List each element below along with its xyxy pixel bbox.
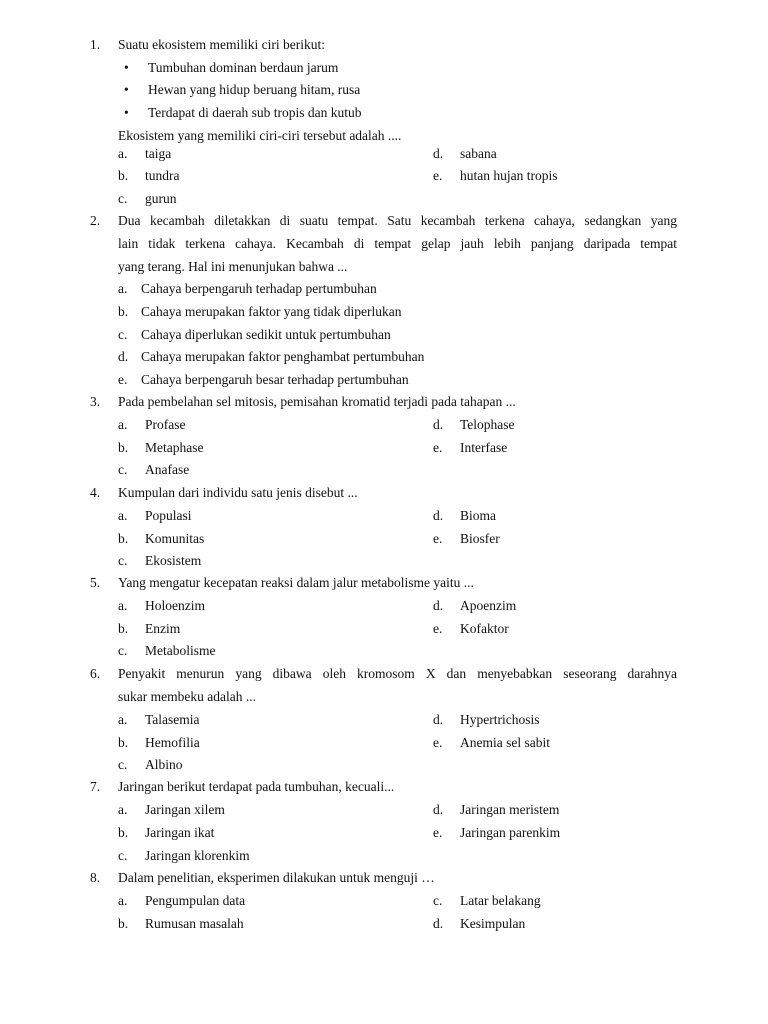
option-letter: e. bbox=[433, 168, 443, 183]
option-letter: b. bbox=[118, 440, 129, 455]
option-letter: c. bbox=[118, 553, 128, 568]
option-text: Cahaya merupakan faktor penghambat pertumbuhan bbox=[141, 349, 425, 364]
option-text: gurun bbox=[145, 191, 177, 206]
option-letter: d. bbox=[433, 508, 444, 523]
option-letter: a. bbox=[118, 281, 128, 296]
question-stem: Jaringan berikut terdapat pada tumbuhan, kecuali... bbox=[118, 779, 395, 794]
bullet-item: Tumbuhan dominan berdaun jarum bbox=[148, 60, 339, 75]
option-text: Jaringan xilem bbox=[145, 802, 225, 817]
option-letter: e. bbox=[433, 825, 443, 840]
bullet-item: Hewan yang hidup beruang hitam, rusa bbox=[148, 82, 361, 97]
option-text: Enzim bbox=[145, 621, 181, 636]
option-text: Latar belakang bbox=[460, 893, 541, 908]
question-stem: sukar membeku adalah ... bbox=[118, 689, 256, 704]
option-letter: b. bbox=[118, 916, 129, 931]
option-text: Hemofilia bbox=[145, 735, 200, 750]
question-stem: Penyakit menurun yang dibawa oleh kromosom X dan menyebabkan seseorang darahnya bbox=[118, 666, 677, 681]
question-stem: Yang mengatur kecepatan reaksi dalam jalur metabolisme yaitu ... bbox=[118, 575, 474, 590]
question-stem: Dalam penelitian, eksperimen dilakukan untuk menguji … bbox=[118, 870, 435, 885]
option-text: Populasi bbox=[145, 508, 192, 523]
option-text: Profase bbox=[145, 417, 186, 432]
option-text: Kesimpulan bbox=[460, 916, 526, 931]
bullet-icon: • bbox=[124, 105, 129, 120]
bullet-icon: • bbox=[124, 82, 129, 97]
option-letter: e. bbox=[433, 621, 443, 636]
option-letter: a. bbox=[118, 417, 128, 432]
option-letter: e. bbox=[433, 735, 443, 750]
option-letter: c. bbox=[118, 462, 128, 477]
option-text: Jaringan ikat bbox=[145, 825, 215, 840]
option-letter: a. bbox=[118, 508, 128, 523]
option-letter: b. bbox=[118, 621, 129, 636]
option-text: Biosfer bbox=[460, 531, 500, 546]
question-stem: Kumpulan dari individu satu jenis disebut ... bbox=[118, 485, 358, 500]
option-text: Jaringan parenkim bbox=[460, 825, 561, 840]
question-stem: Pada pembelahan sel mitosis, pemisahan kromatid terjadi pada tahapan ... bbox=[118, 394, 516, 409]
option-text: Holoenzim bbox=[145, 598, 205, 613]
option-letter: d. bbox=[433, 417, 444, 432]
option-text: Jaringan meristem bbox=[460, 802, 560, 817]
option-letter: c. bbox=[118, 327, 128, 342]
option-text: Telophase bbox=[460, 417, 515, 432]
question-number: 1. bbox=[90, 37, 101, 52]
option-text: Kofaktor bbox=[460, 621, 509, 636]
question-stem: Suatu ekosistem memiliki ciri berikut: bbox=[118, 37, 325, 52]
option-letter: c. bbox=[118, 757, 128, 772]
option-text: Cahaya berpengaruh terhadap pertumbuhan bbox=[141, 281, 377, 296]
bullet-item: Terdapat di daerah sub tropis dan kutub bbox=[148, 105, 362, 120]
option-letter: d. bbox=[433, 802, 444, 817]
question-number: 6. bbox=[90, 666, 101, 681]
option-text: Talasemia bbox=[145, 712, 200, 727]
option-text: sabana bbox=[460, 146, 497, 161]
option-text: Hypertrichosis bbox=[460, 712, 540, 727]
option-letter: a. bbox=[118, 712, 128, 727]
option-letter: c. bbox=[118, 643, 128, 658]
question-stem-continued: Ekosistem yang memiliki ciri-ciri tersebut adalah .... bbox=[118, 128, 402, 143]
option-text: Cahaya diperlukan sedikit untuk pertumbuhan bbox=[141, 327, 391, 342]
question-stem: lain tidak terkena cahaya. Kecambah di tempat gelap jauh lebih panjang daripada tempat bbox=[118, 236, 677, 251]
option-text: Pengumpulan data bbox=[145, 893, 246, 908]
option-letter: d. bbox=[433, 146, 444, 161]
option-letter: d. bbox=[118, 349, 129, 364]
question-stem: Dua kecambah diletakkan di suatu tempat. Satu kecambah terkena cahaya, sedangkan yang bbox=[118, 213, 677, 228]
bullet-icon: • bbox=[124, 60, 129, 75]
option-text: Anemia sel sabit bbox=[460, 735, 550, 750]
question-number: 2. bbox=[90, 213, 101, 228]
option-letter: a. bbox=[118, 802, 128, 817]
question-number: 8. bbox=[90, 870, 101, 885]
question-number: 5. bbox=[90, 575, 101, 590]
option-text: Albino bbox=[145, 757, 183, 772]
option-text: Interfase bbox=[460, 440, 508, 455]
option-text: tundra bbox=[145, 168, 180, 183]
option-letter: a. bbox=[118, 893, 128, 908]
option-letter: a. bbox=[118, 146, 128, 161]
option-letter: c. bbox=[118, 848, 128, 863]
option-letter: e. bbox=[433, 440, 443, 455]
question-number: 4. bbox=[90, 485, 101, 500]
option-text: Cahaya merupakan faktor yang tidak diperlukan bbox=[141, 304, 402, 319]
option-text: Rumusan masalah bbox=[145, 916, 244, 931]
option-text: hutan hujan tropis bbox=[460, 168, 558, 183]
option-letter: d. bbox=[433, 598, 444, 613]
option-text: Metabolisme bbox=[145, 643, 216, 658]
option-letter: b. bbox=[118, 735, 129, 750]
option-letter: d. bbox=[433, 712, 444, 727]
option-letter: b. bbox=[118, 304, 129, 319]
option-letter: b. bbox=[118, 168, 129, 183]
question-number: 3. bbox=[90, 394, 101, 409]
option-text: taiga bbox=[145, 146, 172, 161]
option-letter: b. bbox=[118, 825, 129, 840]
option-text: Cahaya berpengaruh besar terhadap pertumbuhan bbox=[141, 372, 409, 387]
option-text: Ekosistem bbox=[145, 553, 202, 568]
option-letter: b. bbox=[118, 531, 129, 546]
option-letter: e. bbox=[433, 531, 443, 546]
question-stem: yang terang. Hal ini menunjukan bahwa ... bbox=[118, 259, 348, 274]
option-text: Bioma bbox=[460, 508, 496, 523]
option-letter: c. bbox=[433, 893, 443, 908]
option-text: Jaringan klorenkim bbox=[145, 848, 250, 863]
option-text: Komunitas bbox=[145, 531, 205, 546]
option-letter: d. bbox=[433, 916, 444, 931]
option-letter: c. bbox=[118, 191, 128, 206]
option-text: Anafase bbox=[145, 462, 190, 477]
question-number: 7. bbox=[90, 779, 101, 794]
option-letter: a. bbox=[118, 598, 128, 613]
option-text: Metaphase bbox=[145, 440, 204, 455]
option-text: Apoenzim bbox=[460, 598, 517, 613]
option-letter: e. bbox=[118, 372, 128, 387]
